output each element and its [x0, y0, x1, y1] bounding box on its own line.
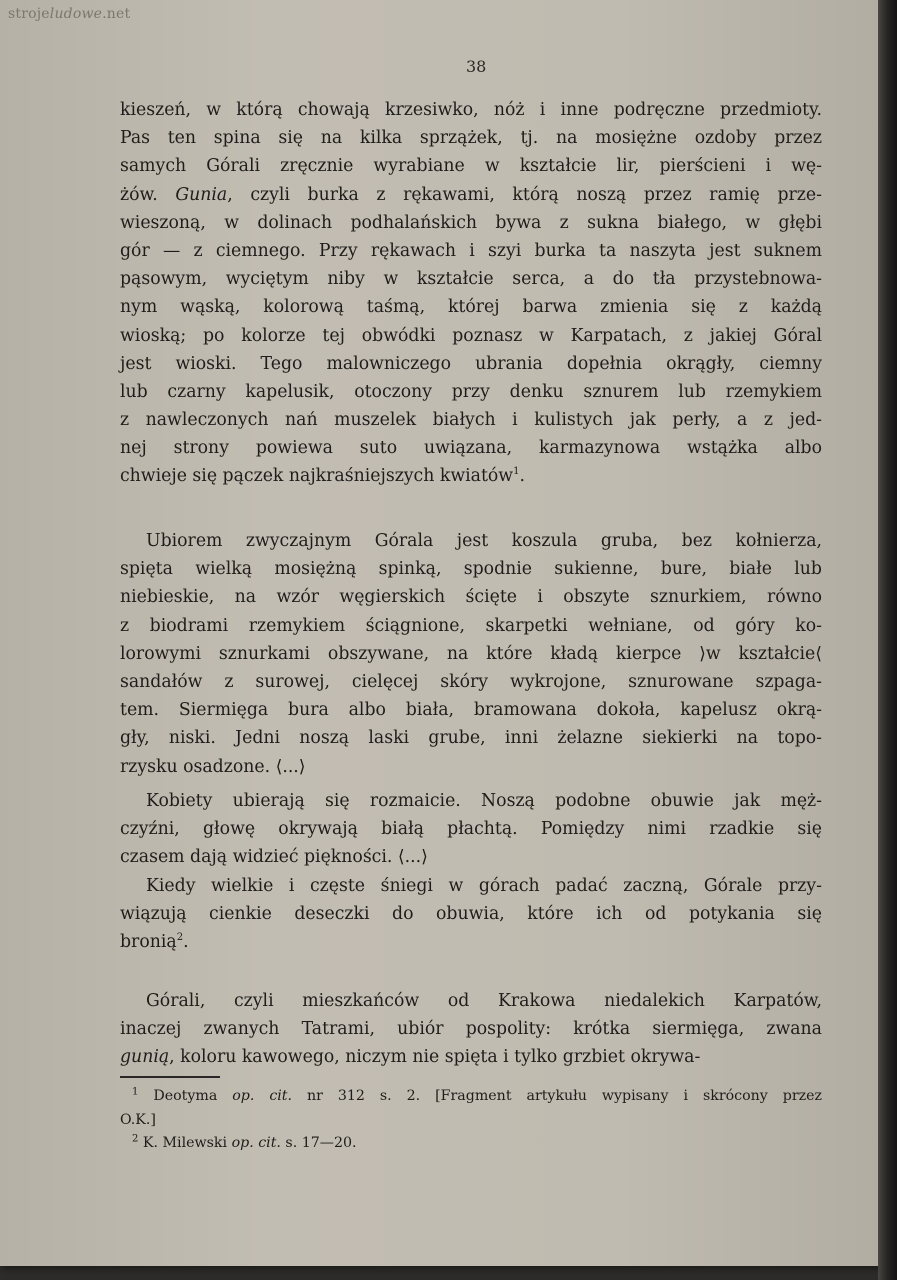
text-line: inaczej zwanych Tatrami, ubiór pospolity: krótka siermięga, zwana [120, 1019, 822, 1040]
text-line: wiązują cienkie deseczki do obuwia, które ich od potykania się [120, 904, 822, 925]
text-line: $^1$ Deotyma op. cit. nr 312 s. 2. [Fragment artykułu wypisany i skrócony przez [132, 1086, 822, 1104]
text-line: nym wąską, kolorową taśmą, której barwa zmienia się z każdą [120, 297, 822, 318]
paragraph-1 [120, 96, 822, 491]
text-line: tem. Siermięga bura albo biała, bramowana dokoła, kapelusz okrą- [120, 700, 822, 721]
text-line: Ubiorem zwyczajnym Górala jest koszula gruba, bez kołnierza, [146, 531, 822, 551]
page-number: 38 [466, 57, 487, 76]
text-line: chwieje się pączek najkraśniejszych kwiatów$^1$. [120, 466, 525, 487]
text-line: spięta wielką mosiężną spinką, spodnie sukienne, bure, białe lub [120, 559, 822, 580]
paragraph-4 [120, 872, 822, 957]
paragraph-2 [120, 527, 822, 781]
footnote-1 [120, 1084, 822, 1132]
text-line: jest wioski. Tego malowniczego ubrania dopełnia okrągły, ciemny [120, 353, 822, 374]
text-line: $^2$ K. Milewski op. cit. s. 17—20. [132, 1133, 357, 1151]
text-line: gły, niski. Jedni noszą laski grube, inni żelazne siekierki na topo- [120, 728, 822, 749]
paragraph-3 [120, 787, 822, 872]
footnote-separator [120, 1076, 220, 1078]
text-line: pąsowym, wyciętym niby w kształcie serca, a do tła przystebnowa- [120, 269, 822, 290]
text-line: żów. Gunia, czyli burka z rękawami, którą noszą przez ramię prze- [120, 184, 822, 205]
footnote-2 [120, 1131, 822, 1155]
text-line: Pas ten spina się na kilka sprzążek, tj. na mosiężne ozdoby przez [120, 128, 822, 149]
text-line: rzysku osadzone. ⟨...⟩ [120, 756, 306, 777]
site-watermark: strojeludowe.net [8, 6, 131, 22]
text-line: Kiedy wielkie i częste śniegi w górach padać zaczną, Górale przy- [146, 876, 822, 896]
text-line: lub czarny kapelusik, otoczony przy denku sznurem lub rzemykiem [120, 381, 822, 402]
text-line: bronią$^2$. [120, 932, 189, 953]
text-line: czasem dają widzieć piękności. ⟨...⟩ [120, 847, 428, 868]
text-line: wioską; po kolorze tej obwódki poznasz w Karpatach, z jakiej Góral [120, 325, 822, 346]
text-line: z biodrami rzemykiem ściągnione, skarpetki wełniane, od góry ko- [120, 615, 822, 636]
text-line: lorowymi sznurkami obszywane, na które kładą kierpce ⟩w kształcie⟨ [120, 643, 822, 664]
text-line: sandałów z surowej, cielęcej skóry wykrojone, sznurowane szpaga- [120, 671, 822, 692]
book-spine-edge [878, 0, 897, 1280]
text-line: kieszeń, w którą chowają krzesiwko, nóż i inne podręczne przedmioty. [120, 100, 822, 120]
text-line: gór — z ciemnego. Przy rękawach i szyi burka ta naszyta jest suknem [120, 240, 822, 261]
text-line: z nawleczonych nań muszelek białych i kulistych jak perły, a z jed- [120, 410, 822, 431]
text-line: Kobiety ubierają się rozmaicie. Noszą podobne obuwie jak męż- [146, 791, 822, 811]
text-line: niebieskie, na wzór węgierskich ścięte i obszyte sznurkiem, równo [120, 587, 822, 608]
text-line: O.K.] [120, 1112, 156, 1128]
paragraph-5 [120, 987, 822, 1072]
text-line: wieszoną, w dolinach podhalańskich bywa z sukna białego, w głębi [120, 212, 822, 233]
text-line: czyźni, głowę okrywają białą płachtą. Pomiędzy nimi rzadkie się [120, 819, 822, 840]
text-line: gunią, koloru kawowego, niczym nie spięta i tylko grzbiet okrywa- [120, 1047, 701, 1068]
text-line: nej strony powiewa suto uwiązana, karmazynowa wstążka albo [120, 438, 822, 459]
text-line: Górali, czyli mieszkańców od Krakowa niedalekich Karpatów, [146, 991, 822, 1011]
text-line: samych Górali zręcznie wyrabiane w kształcie lir, pierścieni i wę- [120, 156, 822, 177]
